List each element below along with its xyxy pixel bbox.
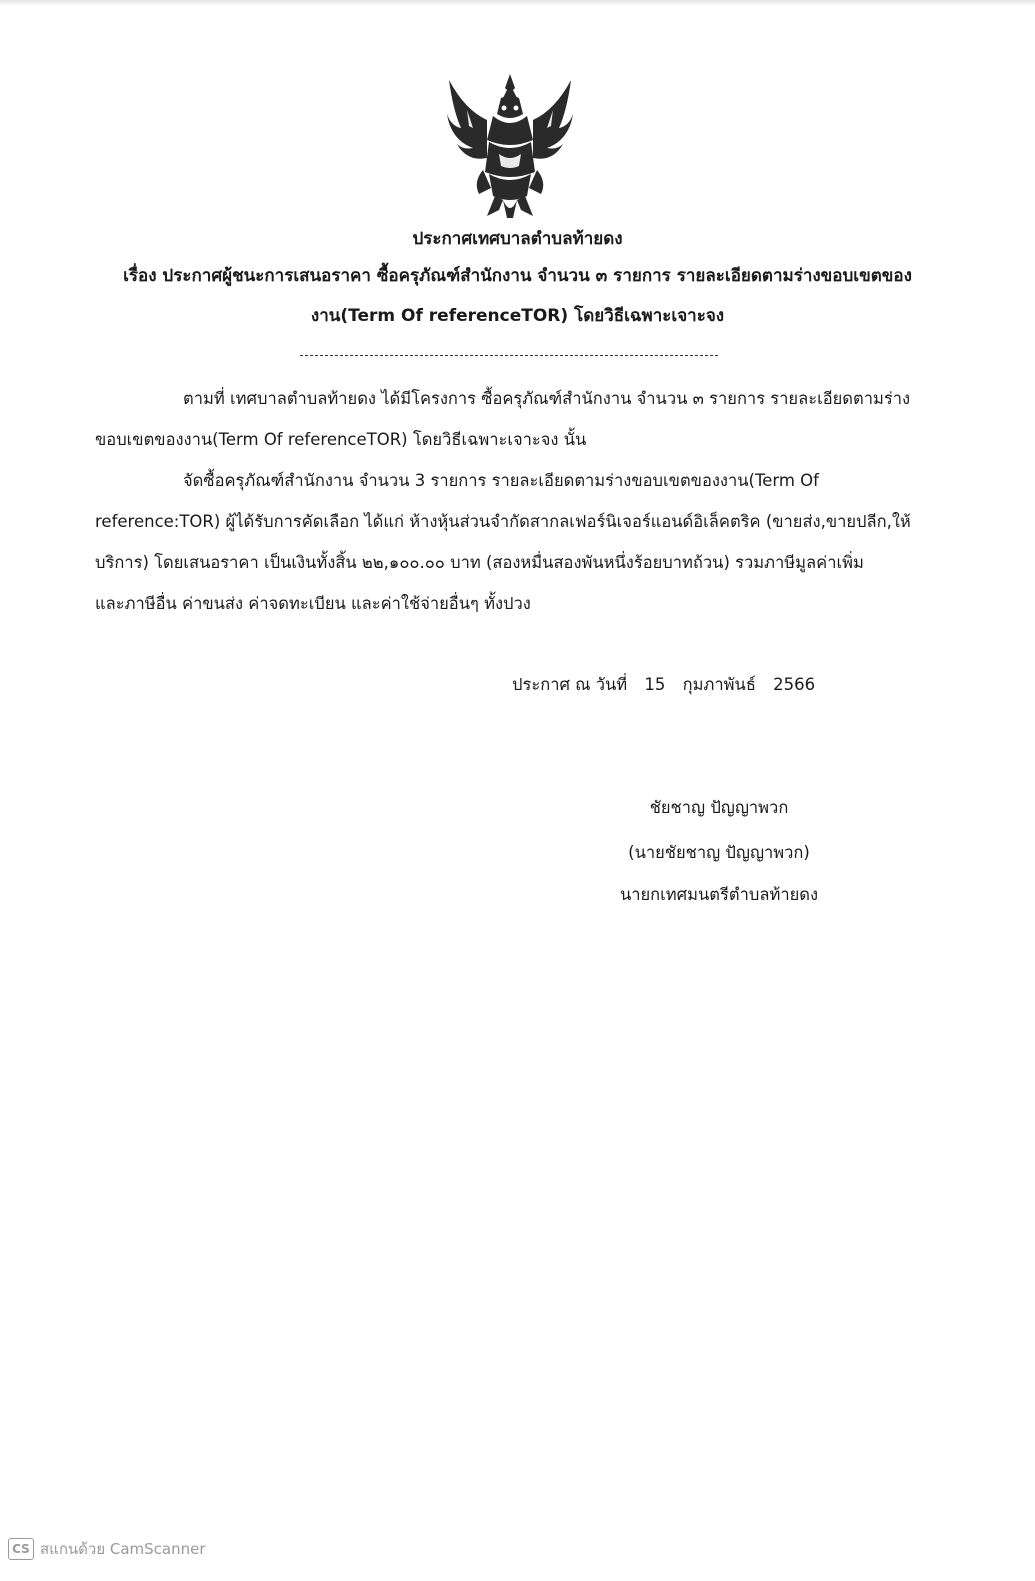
signer-position: นายกเทศมนตรีตำบลท้ายดง bbox=[619, 885, 819, 904]
paragraph-line: บริการ) โดยเสนอราคา เป็นเงินทั้งสิ้น ๒๒,๑๐๐.๐๐ บาท (สองหมื่นสองพันหนึ่งร้อยบาทถ้วน) รวมภาษีมูลค่าเพิ่ม bbox=[95, 553, 864, 572]
date-label: ประกาศ ณ วันที่ bbox=[512, 675, 628, 694]
date-year: 2566 bbox=[773, 675, 816, 694]
signer-full-name: (นายชัยชาญ ปัญญาพวก) bbox=[628, 843, 810, 862]
paragraph-line: reference:TOR) ผู้ได้รับการคัดเลือก ได้แก่ ห้างหุ้นส่วนจำกัดสากลเฟอร์นิเจอร์แอนด์อิเล็คตริค (ขายส่ง,ขายปลีก,ให้ bbox=[95, 512, 911, 531]
dashed-divider bbox=[300, 355, 718, 356]
paragraph-line: และภาษีอื่น ค่าขนส่ง ค่าจดทะเบียน และค่าใช้จ่ายอื่นๆ ทั้งปวง bbox=[95, 594, 531, 613]
paragraph-line: จัดซื้อครุภัณฑ์สำนักงาน จำนวน 3 รายการ รายละเอียดตามร่างขอบเขตของงาน(Term Of bbox=[183, 471, 819, 490]
body-paragraph-1 bbox=[95, 378, 935, 460]
paragraph-line: ขอบเขตของงาน(Term Of referenceTOR) โดยวิธีเฉพาะเจาะจง นั้น bbox=[95, 430, 587, 449]
paragraph-line: ตามที่ เทศบาลตำบลท้ายดง ได้มีโครงการ ซื้อครุภัณฑ์สำนักงาน จำนวน ๓ รายการ รายละเอียดตามร่าง bbox=[183, 389, 911, 408]
document-subject bbox=[95, 256, 940, 336]
date-day: 15 bbox=[644, 675, 666, 694]
scan-edge bbox=[0, 0, 1035, 6]
subject-line: เรื่อง ประกาศผู้ชนะการเสนอราคา ซื้อครุภัณฑ์สำนักงาน จำนวน ๓ รายการ รายละเอียดตามร่างขอบเขตของ bbox=[123, 266, 912, 286]
camscanner-logo: CS bbox=[8, 1538, 34, 1560]
signature-name: ชัยชาญ ปัญญาพวก bbox=[649, 798, 789, 817]
announcement-date bbox=[512, 672, 827, 698]
document-title: ประกาศเทศบาลตำบลท้ายดง bbox=[412, 229, 623, 249]
date-month: กุมภาพันธ์ bbox=[682, 675, 756, 694]
body-paragraph-2 bbox=[95, 460, 935, 624]
camscanner-text: สแกนด้วย CamScanner bbox=[40, 1540, 206, 1558]
garuda-emblem-icon bbox=[443, 70, 577, 220]
subject-line: งาน(Term Of referenceTOR) โดยวิธีเฉพาะเจาะจง bbox=[310, 306, 725, 326]
camscanner-footer bbox=[8, 1537, 206, 1561]
